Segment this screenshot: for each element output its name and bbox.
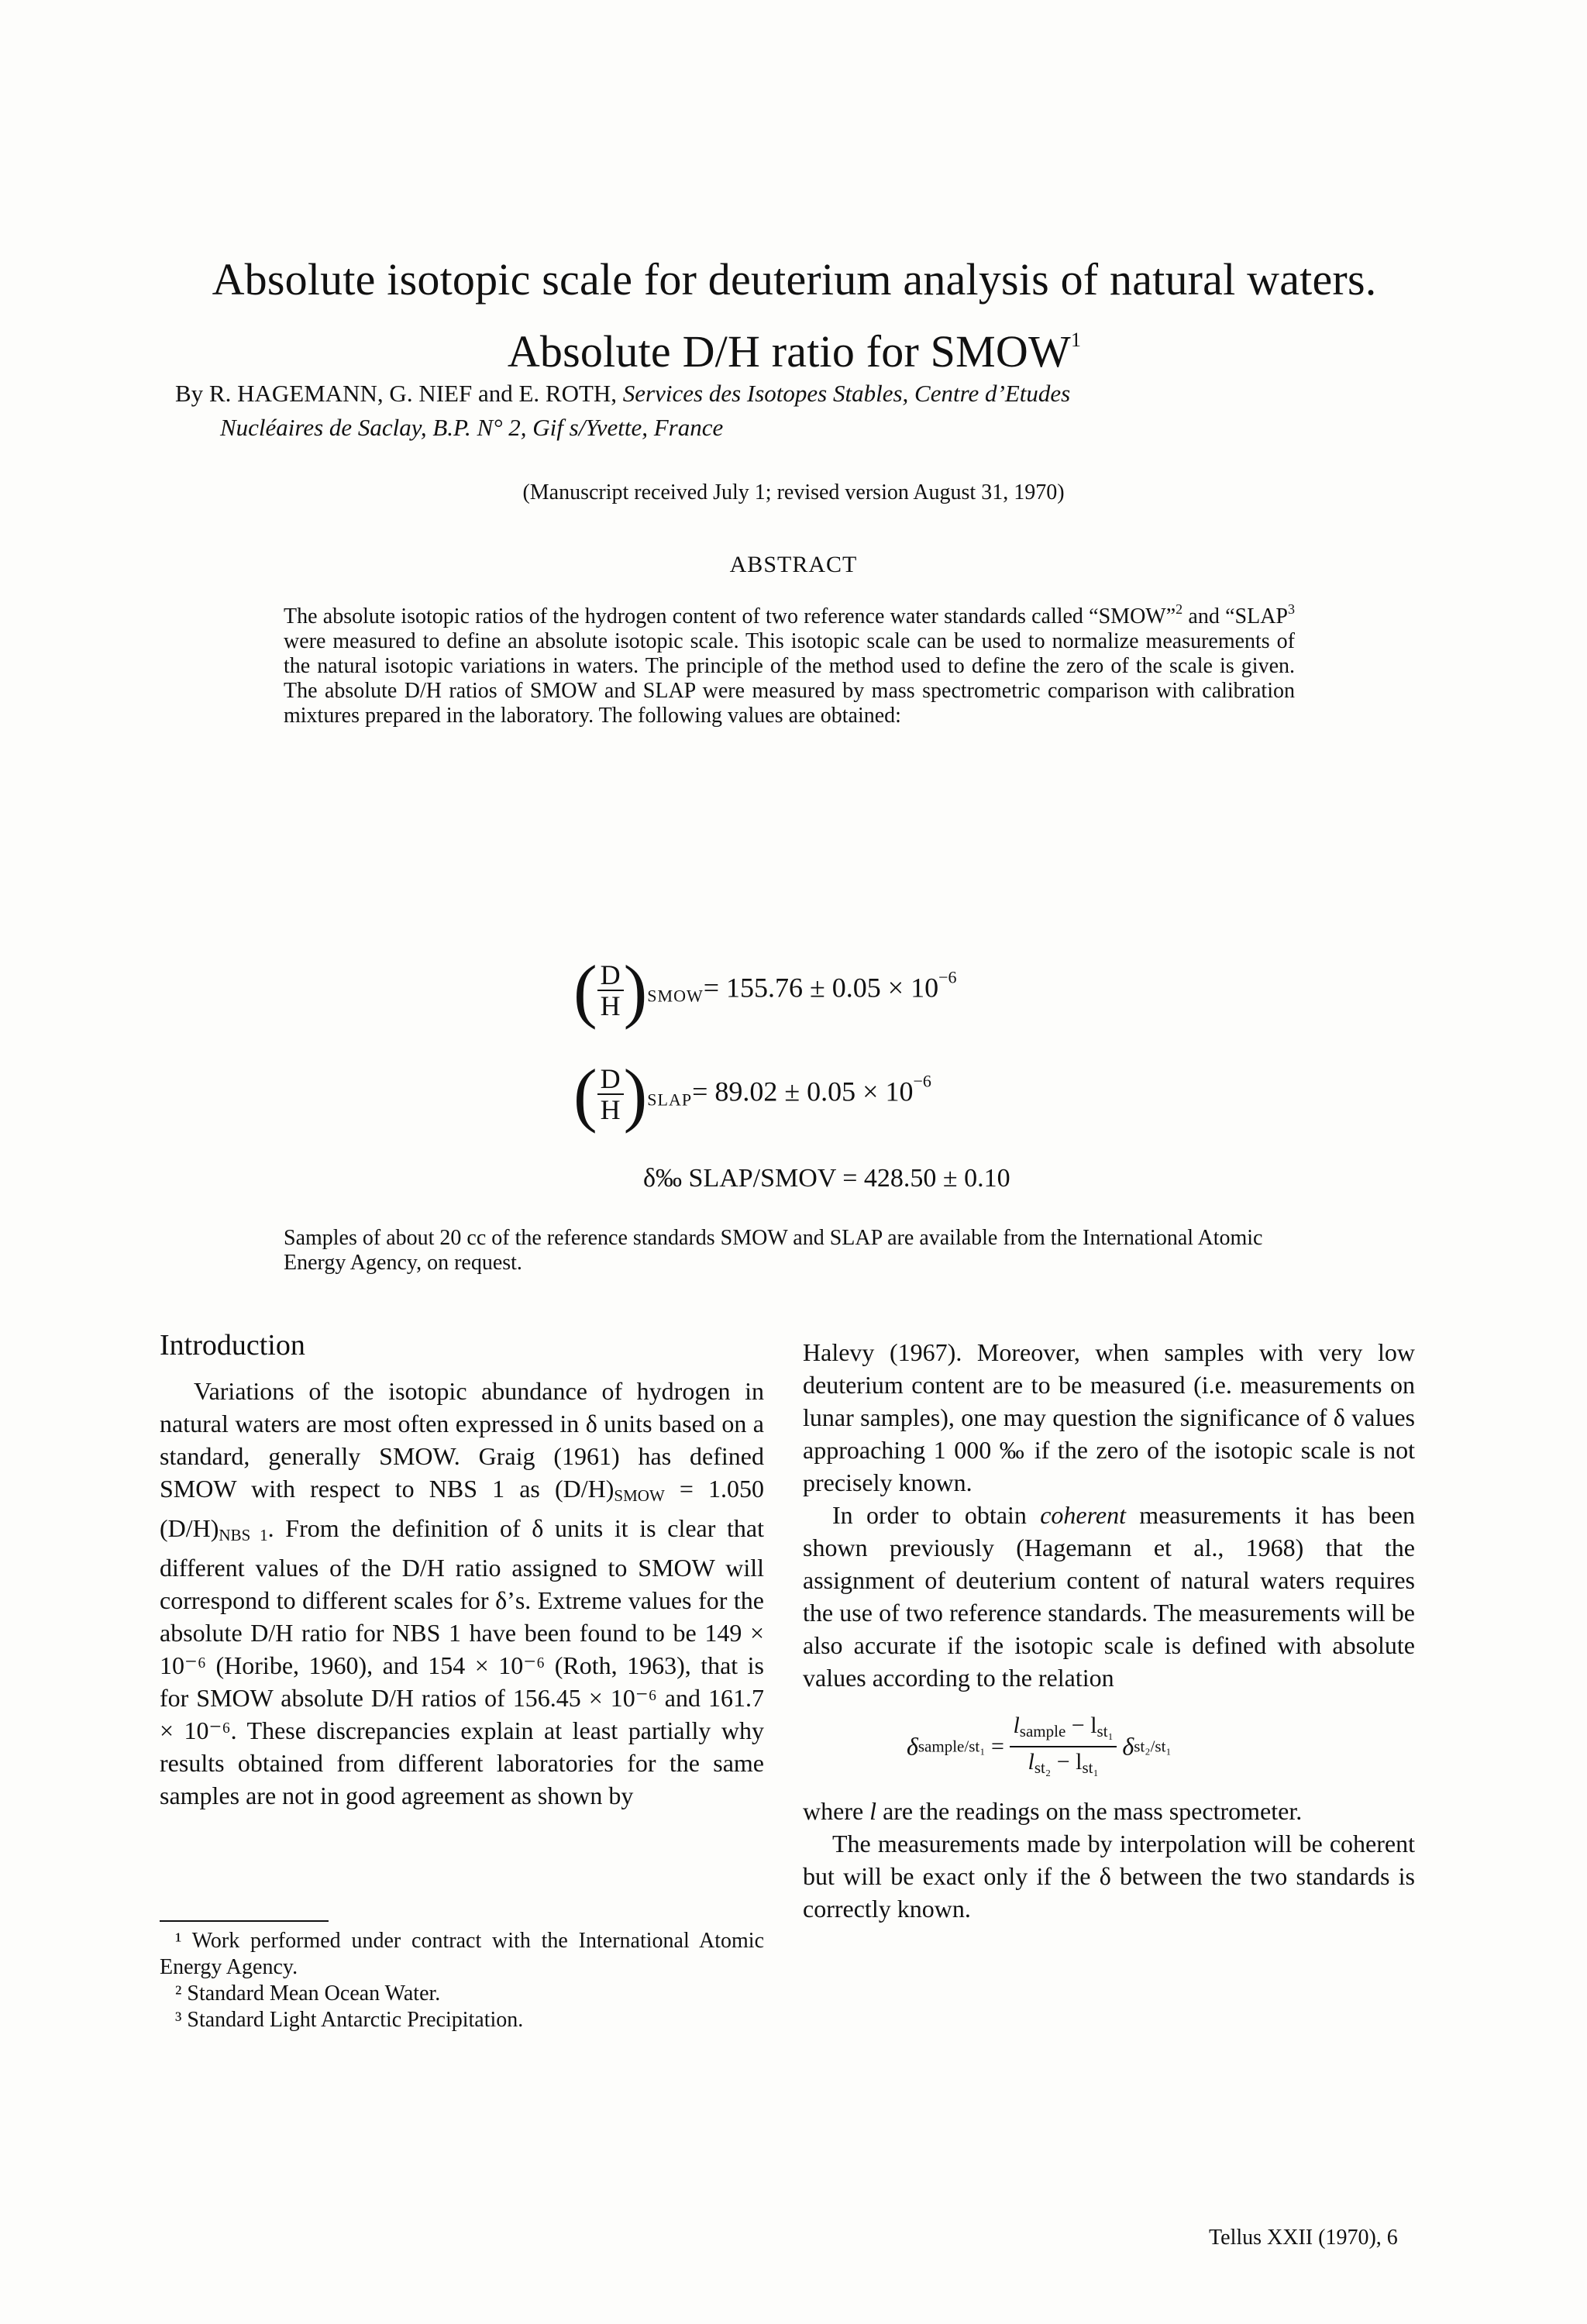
affiliation-line-2: Nucléaires de Saclay, B.P. N° 2, Gif s/Yvette, France bbox=[220, 414, 724, 441]
footnote-2: ² Standard Mean Ocean Water. bbox=[175, 1981, 441, 2006]
author-block bbox=[175, 377, 1446, 445]
title-line-1: Absolute isotopic scale for deuterium analysis of natural waters. bbox=[212, 254, 1377, 305]
subscript-nbs: NBS 1 bbox=[219, 1526, 268, 1544]
right-paragraph-2 bbox=[803, 1499, 1415, 1694]
footnotes bbox=[160, 1928, 764, 2033]
abstract-heading: ABSTRACT bbox=[729, 552, 858, 577]
left-column bbox=[160, 1375, 764, 1812]
eq-den-sub2: st₁ bbox=[1082, 1758, 1099, 1777]
equation-exponent: −6 bbox=[913, 1071, 931, 1091]
intro-paragraph-1 bbox=[160, 1375, 764, 1812]
equation-slap bbox=[573, 1055, 931, 1134]
equation-smow bbox=[573, 951, 957, 1030]
eq-den-minus: − l bbox=[1051, 1749, 1083, 1775]
footnote-ref-3: 3 bbox=[1288, 601, 1296, 617]
eq-num-sub2: st₁ bbox=[1096, 1722, 1114, 1740]
intro-text-b: = 1.050 (D/H) bbox=[160, 1475, 765, 1542]
equation-exponent: −6 bbox=[938, 967, 957, 987]
right-paragraph-4: The measurements made by interpolation will be coherent but will be exact only if the δ between the two standards is correctly known. bbox=[803, 1830, 1415, 1923]
footnote-3: ³ Standard Light Antarctic Precipitation. bbox=[175, 2008, 524, 2032]
eq-lhs-delta: δ bbox=[907, 1732, 918, 1761]
eq-rhs-subscript: st₂/st₁ bbox=[1134, 1737, 1172, 1756]
eq-den-l: l bbox=[1028, 1749, 1034, 1775]
title-footnote-marker: 1 bbox=[1070, 329, 1082, 351]
right-column bbox=[803, 1336, 1415, 1925]
eq-fraction bbox=[1010, 1711, 1116, 1782]
eq-den-sub1: st₂ bbox=[1034, 1758, 1052, 1777]
fraction-denominator: H bbox=[600, 1094, 621, 1125]
eq-denominator bbox=[1010, 1747, 1116, 1782]
paren-left: ( bbox=[573, 951, 597, 1030]
equation-value: = 155.76 ± 0.05 × 10 bbox=[703, 972, 939, 1004]
delta-symbol: δ‰ bbox=[643, 1164, 683, 1193]
right-text-a: In order to obtain bbox=[832, 1501, 1041, 1529]
emphasis-coherent: coherent bbox=[1040, 1501, 1126, 1529]
manuscript-received: (Manuscript received July 1; revised version August 31, 1970) bbox=[522, 480, 1065, 504]
abstract-text-c: were measured to define an absolute isotopic scale. This isotopic scale can be used to normalize measurements of the natural isotopic variations in waters. The principle of the method used to define the zero of the scale is given. The absolute D/H ratios of SMOW and SLAP were measured by mass spectrometric comparison with calibration mixtures prepared in the laboratory. The following values are obtained: bbox=[284, 629, 1295, 728]
eq-equals: = bbox=[991, 1734, 1010, 1759]
equation-value: SLAP/SMOV = 428.50 ± 0.10 bbox=[688, 1164, 1010, 1193]
eq-num-minus: − l bbox=[1065, 1713, 1097, 1738]
fraction-numerator: D bbox=[597, 960, 624, 991]
abstract-text-b: and “SLAP bbox=[1183, 604, 1289, 628]
footnote-1: ¹ Work performed under contract with the International Atomic Energy Agency. bbox=[160, 1929, 764, 1979]
journal-footer: Tellus XXII (1970), 6 bbox=[1209, 2226, 1398, 2250]
intro-text-a: Variations of the isotopic abundance of hydrogen in natural waters are most often expressed in δ units based on a standard, generally SMOW. Graig (1961) has defined SMOW with respect to NBS 1 as (D/H) bbox=[160, 1377, 764, 1503]
paren-right: ) bbox=[623, 1055, 648, 1134]
section-heading-introduction: Introduction bbox=[160, 1329, 305, 1362]
fraction-dh bbox=[597, 960, 624, 1021]
equation-delta-relation bbox=[907, 1711, 1372, 1782]
paren-left: ( bbox=[573, 1055, 597, 1134]
fraction-numerator: D bbox=[597, 1064, 624, 1095]
right-text-b: measurements it has been shown previously (Hagemann et al., 1968) that the assignment of deuterium content of natural waters requires the use of two reference standards. The measurements will be also accurate if the isotopic scale is defined with absolute values according to the relation bbox=[803, 1501, 1416, 1692]
subscript-smow: SMOW bbox=[614, 1486, 665, 1505]
title-line-2-text: Absolute D/H ratio for SMOW bbox=[507, 326, 1071, 377]
title-line-2 bbox=[93, 313, 1496, 379]
paren-right: ) bbox=[623, 951, 648, 1030]
right-text-where: where bbox=[803, 1797, 870, 1825]
intro-text-c: . From the definition of δ units it is clear that different values of the D/H ratio assigned to SMOW will correspond to different scales for δ’s. Extreme values for the absolute D/H ratio for NBS 1 have been found to be 149 × 10⁻⁶ (Horibe, 1960), and 154 × 10⁻⁶ (Roth, 1963), that is for SMOW absolute D/H ratios of 156.45 × 10⁻⁶ and 161.7 × 10⁻⁶. These discrepancies explain at least partially why results obtained from different laboratories for the same samples are not in good agreement as shown by bbox=[160, 1514, 764, 1809]
right-paragraph-3 bbox=[803, 1795, 1415, 1827]
emphasis-l: l bbox=[869, 1797, 877, 1825]
eq-rhs-delta: δ bbox=[1122, 1732, 1134, 1761]
equation-subscript: SLAP bbox=[647, 1090, 693, 1110]
author-names: By R. HAGEMANN, G. NIEF and E. ROTH, bbox=[175, 380, 618, 407]
affiliation-line-1: Services des Isotopes Stables, Centre d’Etudes bbox=[622, 380, 1071, 407]
equation-subscript: SMOW bbox=[647, 986, 704, 1006]
right-paragraph-1: Halevy (1967). Moreover, when samples with very low deuterium content are to be measured (i.e. measurements on lunar samples), one may question the significance of δ values approaching 1 000 ‰ if the zero of the isotopic scale is not precisely known. bbox=[803, 1338, 1415, 1496]
footnote-ref-2: 2 bbox=[1176, 601, 1183, 617]
eq-num-sub1: sample bbox=[1019, 1722, 1066, 1740]
fraction-dh bbox=[597, 1064, 624, 1124]
equation-value: = 89.02 ± 0.05 × 10 bbox=[692, 1076, 914, 1107]
equation-delta-slap bbox=[643, 1164, 1010, 1193]
fraction-denominator: H bbox=[600, 990, 621, 1021]
samples-availability: Samples of about 20 cc of the reference standards SMOW and SLAP are available from the International Atomic Energy Agency, on request. bbox=[284, 1226, 1263, 1275]
eq-numerator bbox=[1010, 1711, 1116, 1747]
abstract-text bbox=[284, 597, 1295, 728]
right-text-readings: are the readings on the mass spectrometer. bbox=[876, 1797, 1303, 1825]
eq-lhs-subscript: sample/st₁ bbox=[917, 1737, 986, 1756]
footnote-divider bbox=[160, 1920, 329, 1922]
abstract-text-a: The absolute isotopic ratios of the hydrogen content of two reference water standards called “SMOW” bbox=[284, 604, 1176, 628]
eq-num-l: l bbox=[1013, 1713, 1020, 1738]
